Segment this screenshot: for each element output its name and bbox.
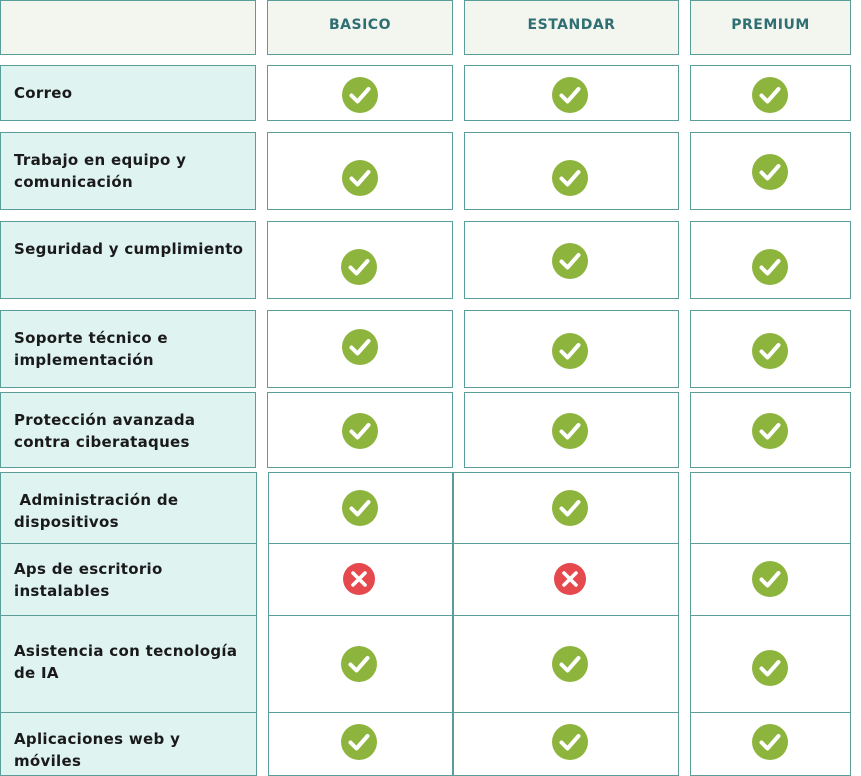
x-circle-icon (341, 561, 377, 597)
feature-name: Soporte técnico e implementación (14, 329, 168, 369)
check-circle-icon (752, 77, 788, 113)
feature-value-cell (453, 543, 679, 616)
empty-cell (752, 490, 788, 526)
plan-name: ESTANDAR (527, 17, 616, 33)
check-circle-icon (552, 333, 588, 369)
feature-value-cell (453, 712, 679, 776)
feature-value-cell (464, 132, 679, 210)
feature-value-cell (267, 132, 453, 210)
check-circle-icon (341, 724, 377, 760)
check-circle-icon (552, 724, 588, 760)
check-circle-icon (341, 249, 377, 285)
feature-value-cell (690, 543, 851, 616)
feature-value-cell (690, 132, 851, 210)
feature-name: Administración de dispositivos (14, 491, 184, 531)
check-circle-icon (552, 77, 588, 113)
check-circle-icon (342, 490, 378, 526)
feature-value-cell (464, 65, 679, 121)
feature-value-cell (268, 615, 453, 713)
feature-label-cell (0, 221, 256, 299)
feature-value-cell (268, 472, 453, 544)
check-circle-icon (752, 333, 788, 369)
feature-value-cell (267, 221, 453, 299)
feature-label-cell (0, 712, 257, 776)
feature-value-cell (267, 392, 453, 468)
check-circle-icon (341, 646, 377, 682)
check-circle-icon (552, 243, 588, 279)
check-circle-icon (752, 154, 788, 190)
feature-name: Seguridad y cumplimiento (14, 240, 244, 258)
feature-value-cell (464, 221, 679, 299)
feature-value-cell (690, 392, 851, 468)
feature-name: Trabajo en equipo y comunicación (14, 151, 187, 191)
plan-header-basico (267, 0, 453, 55)
check-circle-icon (752, 724, 788, 760)
feature-value-cell (267, 65, 453, 121)
x-circle-icon (552, 561, 588, 597)
feature-value-cell (690, 712, 851, 776)
check-circle-icon (342, 77, 378, 113)
plan-header-premium (690, 0, 851, 55)
check-circle-icon (752, 561, 788, 597)
check-circle-icon (752, 650, 788, 686)
feature-value-cell (464, 310, 679, 388)
feature-value-cell (690, 65, 851, 121)
check-circle-icon (752, 249, 788, 285)
feature-name: Aplicaciones web y móviles (14, 730, 181, 770)
feature-label-cell (0, 615, 257, 713)
feature-value-cell (268, 712, 453, 776)
feature-label-cell (0, 65, 256, 121)
check-circle-icon (752, 413, 788, 449)
feature-value-cell (268, 543, 453, 616)
check-circle-icon (552, 490, 588, 526)
header-corner-cell (0, 0, 256, 55)
feature-name: Correo (14, 84, 73, 102)
feature-label-cell (0, 392, 256, 468)
plan-header-estandar (464, 0, 679, 55)
feature-label-cell (0, 543, 257, 616)
feature-value-cell (690, 615, 851, 713)
feature-label-cell (0, 472, 257, 544)
feature-name: Protección avanzada contra ciberataques (14, 411, 196, 451)
feature-name: Aps de escritorio instalables (14, 560, 163, 600)
plan-name: BASICO (329, 17, 391, 33)
plan-name: PREMIUM (731, 17, 810, 33)
check-circle-icon (552, 413, 588, 449)
feature-label-cell (0, 132, 256, 210)
feature-label-cell (0, 310, 256, 388)
check-circle-icon (342, 329, 378, 365)
feature-value-cell (267, 310, 453, 388)
feature-value-cell (690, 221, 851, 299)
check-circle-icon (342, 160, 378, 196)
feature-value-cell (464, 392, 679, 468)
feature-value-cell (453, 615, 679, 713)
feature-value-cell (690, 310, 851, 388)
feature-value-cell (453, 472, 679, 544)
feature-name: Asistencia con tecnología de IA (14, 642, 238, 682)
feature-value-cell (690, 472, 851, 544)
check-circle-icon (342, 413, 378, 449)
check-circle-icon (552, 646, 588, 682)
check-circle-icon (552, 160, 588, 196)
